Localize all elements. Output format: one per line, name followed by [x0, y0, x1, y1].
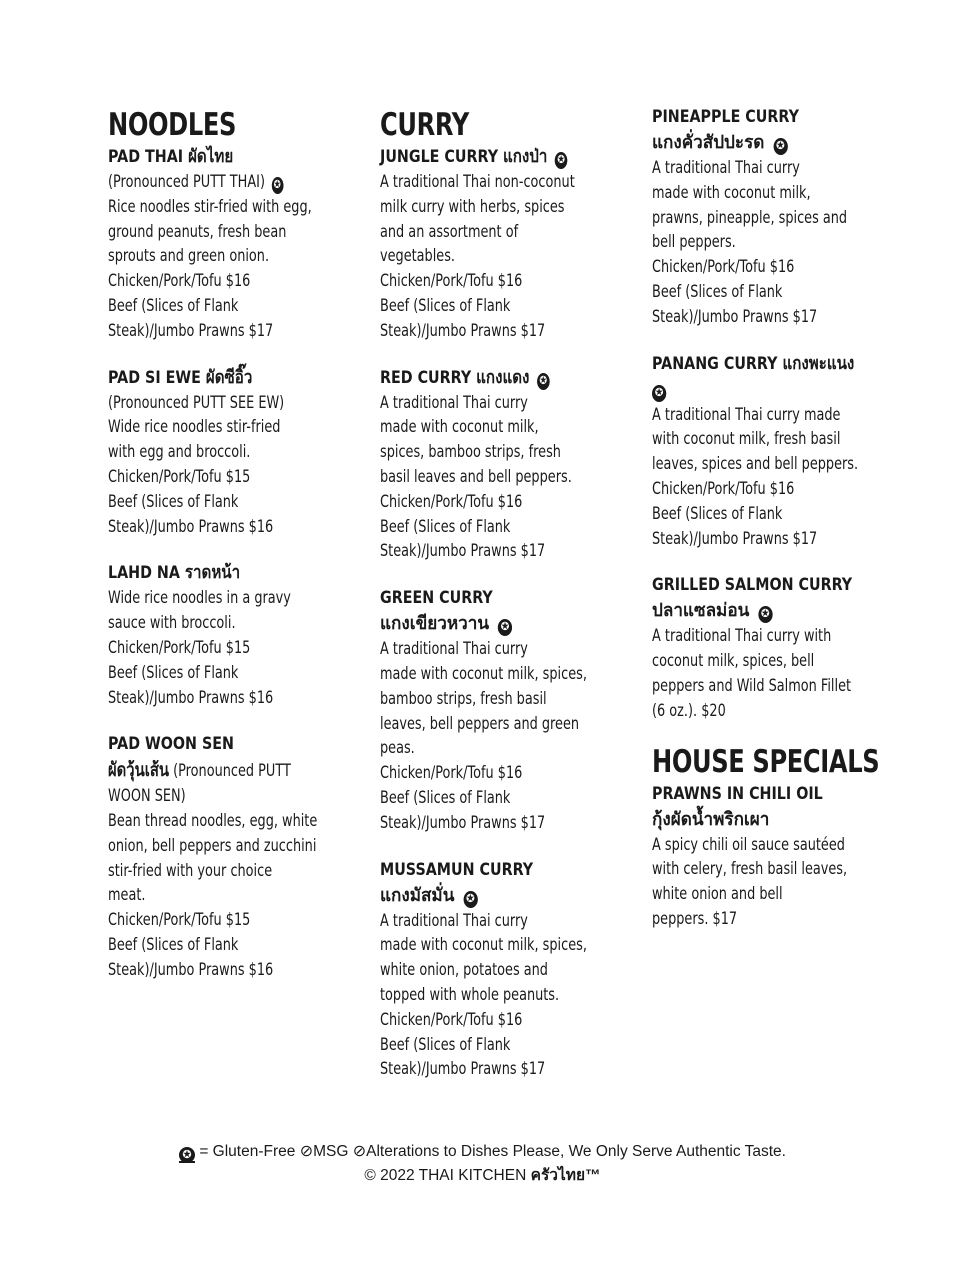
item-line: white onion and bell — [652, 884, 783, 904]
menu-item-prawns-in-chili-oil — [652, 781, 892, 932]
section-title-house-specials: HOUSE SPECIALS — [652, 743, 880, 780]
no-alterations-label: Alterations to Dishes Please, We Only Serve Authentic Taste. — [366, 1143, 786, 1160]
no-symbol-icon: ⊘ — [352, 1143, 367, 1160]
item-line: and an assortment of — [380, 221, 519, 241]
gluten-free-star-icon: ✪ — [758, 606, 772, 623]
item-line: made with coconut milk, — [652, 182, 811, 202]
menu-item-panang-curry — [652, 351, 892, 552]
menu-item-red-curry — [380, 365, 625, 565]
item-line: peas. — [380, 738, 415, 758]
item-line: basil leaves and bell peppers. — [380, 466, 572, 486]
item-line: Beef (Slices of Flank — [108, 295, 239, 315]
item-line: made with coconut milk, spices, — [380, 663, 587, 683]
item-line: with celery, fresh basil leaves, — [652, 859, 848, 879]
item-line: ground peanuts, fresh bean — [108, 221, 287, 241]
gluten-free-star-icon: ✪ — [537, 373, 550, 390]
item-price: Steak)/Jumbo Prawns $16 — [108, 516, 274, 536]
item-line: made with coconut milk, — [380, 417, 539, 437]
item-name: PANANG CURRY — [652, 353, 778, 374]
item-line: Beef (Slices of Flank — [108, 662, 239, 682]
item-name: LAHD NA — [108, 563, 180, 584]
item-name: RED CURRY — [380, 367, 472, 388]
item-line: onion, bell peppers and zucchini — [108, 835, 317, 855]
item-thai-name: ปลาแซลม่อน — [652, 600, 750, 622]
item-thai-name: ผัดซีอิ๊ว — [205, 366, 253, 388]
section-title-curry: CURRY — [380, 107, 469, 143]
item-line: Beef (Slices of Flank — [380, 295, 511, 315]
item-line: white onion, potatoes and — [380, 960, 548, 980]
item-price: Chicken/Pork/Tofu $16 — [380, 491, 523, 511]
item-line: meat. — [108, 885, 146, 905]
item-price: Chicken/Pork/Tofu $16 — [380, 271, 523, 291]
item-price: Steak)/Jumbo Prawns $17 — [108, 320, 274, 340]
item-thai-name: แกงแดง — [476, 366, 530, 388]
item-line: with egg and broccoli. — [108, 442, 251, 462]
item-price: Steak)/Jumbo Prawns $17 — [380, 541, 546, 561]
item-price: Steak)/Jumbo Prawns $17 — [380, 812, 546, 832]
item-line: made with coconut milk, spices, — [380, 935, 587, 955]
footer — [0, 1140, 965, 1188]
item-thai-name: ผัดไทย — [188, 146, 234, 167]
item-name: PAD THAI — [108, 147, 184, 167]
item-price: Chicken/Pork/Tofu $16 — [108, 271, 251, 291]
item-line: Bean thread noodles, egg, white — [108, 810, 318, 830]
item-line: Wide rice noodles stir-fried — [108, 417, 281, 437]
item-line: (Pronounced PUTT THAI) — [108, 172, 265, 191]
gluten-free-star-icon: ✪ — [271, 177, 283, 194]
gluten-free-star-icon: ✪ — [773, 138, 787, 155]
item-line: vegetables. — [380, 246, 456, 266]
item-price: Chicken/Pork/Tofu $15 — [108, 637, 251, 657]
section-title-noodles: NOODLES — [108, 107, 237, 143]
gluten-free-star-icon: ✪ — [179, 1147, 195, 1163]
item-thai-name: แกงมัสมั่น — [380, 884, 455, 906]
item-name: JUNGLE CURRY — [380, 147, 499, 167]
gluten-free-star-icon: ✪ — [463, 891, 477, 908]
curry-continued-column — [652, 104, 892, 953]
item-price: Chicken/Pork/Tofu $16 — [380, 1009, 523, 1029]
item-line: leaves, spices and bell peppers. — [652, 454, 859, 474]
item-price: Steak)/Jumbo Prawns $17 — [652, 528, 818, 548]
item-name: PRAWNS IN CHILI OIL — [652, 783, 823, 804]
item-price: Steak)/Jumbo Prawns $16 — [108, 687, 274, 707]
item-line: with coconut milk, fresh basil — [652, 429, 841, 449]
item-name: PAD WOON SEN — [108, 734, 234, 755]
item-line: (Pronounced PUTT SEE EW) — [108, 392, 285, 412]
item-thai-name: ผัดวุ้นเส้น — [108, 759, 170, 782]
item-line: spices, bamboo strips, fresh — [380, 442, 561, 462]
item-line: Beef (Slices of Flank — [652, 281, 783, 301]
item-line: A traditional Thai curry — [380, 910, 528, 930]
item-price: Chicken/Pork/Tofu $15 — [108, 910, 251, 930]
item-line: Beef (Slices of Flank — [380, 516, 511, 536]
item-price: Steak)/Jumbo Prawns $17 — [380, 1059, 546, 1079]
item-price: Chicken/Pork/Tofu $16 — [380, 763, 523, 783]
item-name: GREEN CURRY — [380, 588, 493, 609]
item-price: Steak)/Jumbo Prawns $17 — [380, 320, 546, 340]
copyright-text: © 2022 THAI KITCHEN — [364, 1167, 527, 1184]
item-price: Chicken/Pork/Tofu $16 — [652, 257, 795, 277]
item-thai-name: กุ้งผัดน้ำพริกเผา — [652, 808, 770, 830]
item-thai-name: แกงพะแนง — [782, 352, 855, 374]
item-line: A traditional Thai curry — [380, 392, 528, 412]
item-thai-name: แกงคั่วสัปปะรด — [652, 132, 765, 153]
menu-item-jungle-curry — [380, 144, 625, 344]
item-line: Wide rice noodles in a gravy — [108, 588, 291, 608]
item-line: Beef (Slices of Flank — [108, 934, 239, 954]
copyright-line — [0, 1164, 965, 1188]
item-name: PAD SI EWE — [108, 367, 201, 388]
item-line: Rice noodles stir-fried with egg, — [108, 196, 312, 216]
item-line: topped with whole peanuts. — [380, 984, 560, 1004]
item-line: sauce with broccoli. — [108, 613, 236, 633]
menu-item-pineapple-curry — [652, 104, 892, 330]
noodles-column — [108, 104, 348, 1004]
item-price: Chicken/Pork/Tofu $16 — [652, 478, 795, 498]
item-line: stir-fried with your choice — [108, 860, 273, 880]
item-name: MUSSAMUN CURRY — [380, 859, 534, 880]
item-line: A traditional Thai curry — [652, 158, 800, 177]
item-thai-name: แกงป่า — [503, 146, 548, 167]
menu-item-pad-woon-sen — [108, 731, 348, 982]
item-price: Steak)/Jumbo Prawns $17 — [652, 306, 818, 326]
item-price: Chicken/Pork/Tofu $15 — [108, 466, 251, 486]
menu-item-pad-thai — [108, 144, 348, 344]
item-line: Beef (Slices of Flank — [108, 491, 239, 511]
item-price: (6 oz.). $20 — [652, 700, 726, 720]
item-line: Beef (Slices of Flank — [380, 1034, 511, 1054]
item-price: peppers. $17 — [652, 908, 738, 928]
item-line: sprouts and green onion. — [108, 246, 270, 266]
gluten-free-star-icon: ✪ — [652, 385, 666, 402]
item-line: peppers and Wild Salmon Fillet — [652, 675, 852, 695]
menu-item-mussamun-curry — [380, 857, 625, 1083]
item-line: bamboo strips, fresh basil — [380, 688, 547, 708]
item-line: milk curry with herbs, spices — [380, 196, 565, 216]
gluten-free-star-icon: ✪ — [498, 619, 512, 636]
item-line: A traditional Thai non-coconut — [380, 172, 575, 191]
item-line: prawns, pineapple, spices and — [652, 207, 848, 227]
item-name: PINEAPPLE CURRY — [652, 107, 799, 127]
menu-item-pad-si-ewe — [108, 365, 348, 540]
gluten-free-star-icon: ✪ — [555, 152, 568, 169]
curry-column — [380, 104, 625, 1103]
item-thai-name: ราดหน้า — [184, 562, 241, 584]
item-line: bell peppers. — [652, 232, 736, 252]
item-line: Beef (Slices of Flank — [380, 787, 511, 807]
item-thai-name: แกงเขียวหวาน — [380, 613, 490, 635]
menu-item-grilled-salmon-curry — [652, 572, 892, 723]
item-line: coconut milk, spices, bell — [652, 651, 815, 671]
item-line: A traditional Thai curry — [380, 639, 528, 659]
item-line: WOON SEN) — [108, 786, 186, 806]
item-line: A traditional Thai curry with — [652, 626, 832, 646]
item-line: Beef (Slices of Flank — [652, 503, 783, 523]
item-line: A traditional Thai curry made — [652, 404, 841, 424]
item-name: GRILLED SALMON CURRY — [652, 575, 853, 596]
gluten-free-label: = Gluten-Free — [199, 1143, 296, 1160]
item-price: Steak)/Jumbo Prawns $16 — [108, 959, 274, 979]
legend-line — [0, 1140, 965, 1164]
brand-thai-name: ครัวไทย™ — [530, 1167, 601, 1184]
menu-item-lahd-na — [108, 560, 348, 710]
no-msg-label: MSG — [313, 1143, 349, 1160]
item-line: leaves, bell peppers and green — [380, 713, 580, 733]
menu-item-green-curry — [380, 585, 625, 835]
item-line: A spicy chili oil sauce sautéed — [652, 834, 845, 854]
no-symbol-icon: ⊘ — [299, 1143, 314, 1160]
item-line: (Pronounced PUTT — [173, 761, 291, 781]
